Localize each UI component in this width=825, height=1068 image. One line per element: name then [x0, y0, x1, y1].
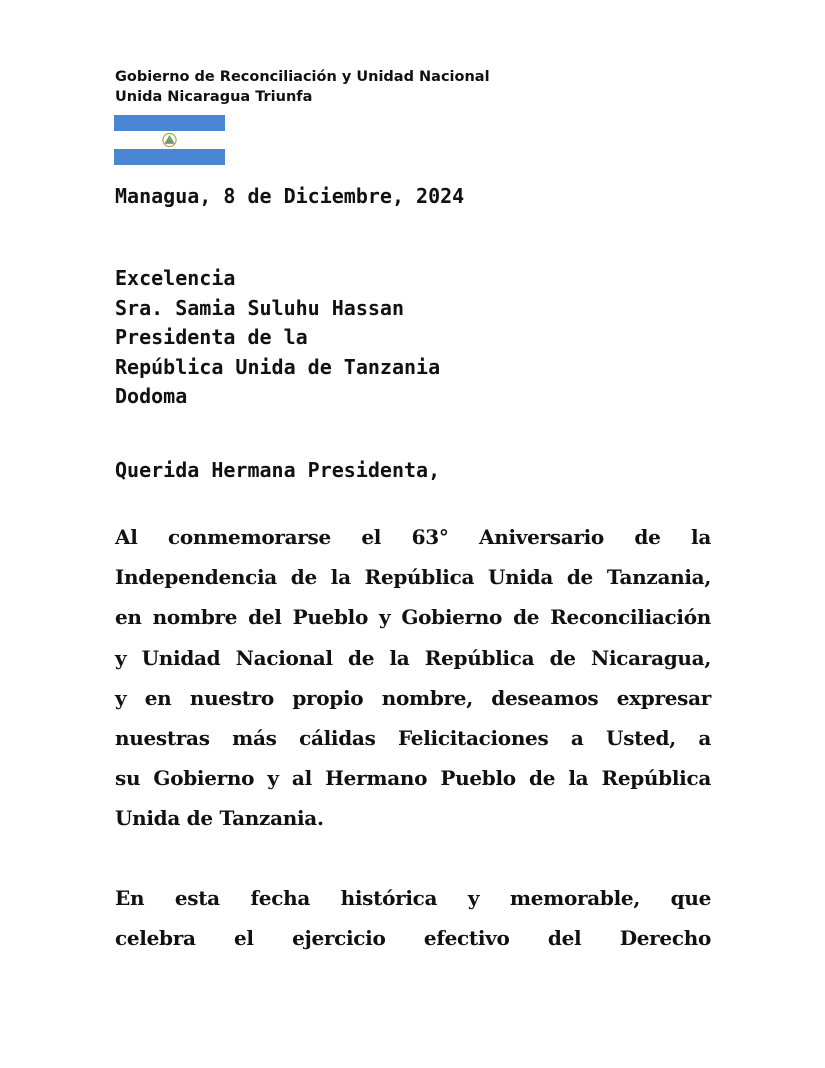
paragraph-line: Al conmemorarse el 63° Aniversario de la: [115, 525, 711, 549]
recipient-line: República Unida de Tanzania: [115, 355, 441, 379]
paragraph-line: celebra el ejercicio efectivo del Derecho: [115, 926, 711, 951]
salutation: Querida Hermana Presidenta,: [115, 458, 441, 482]
letter-date: Managua, 8 de Diciembre, 2024: [115, 184, 465, 208]
paragraph-line: nuestras más cálidas Felicitaciones a Usted, a: [115, 725, 711, 750]
paragraph-line: y en nuestro propio nombre, deseamos expresar: [115, 685, 711, 710]
recipient-line: Excelencia: [115, 266, 236, 290]
coat-of-arms-icon: [161, 132, 178, 148]
paragraph-line: Independencia de la República Unida de Tanzania,: [115, 565, 711, 590]
paragraph-line: su Gobierno y al Hermano Pueblo de la República: [115, 766, 711, 791]
body-paragraph: [115, 517, 711, 839]
body-paragraph: [115, 878, 711, 958]
government-name: Gobierno de Reconciliación y Unidad Nacional: [115, 69, 490, 85]
recipient-line: Dodoma: [115, 384, 188, 408]
flag-bottom-band: [114, 149, 225, 165]
recipient-line: Presidenta de la: [115, 325, 308, 349]
paragraph-line: En esta fecha histórica y memorable, que: [115, 886, 711, 910]
paragraph-line: y Unidad Nacional de la República de Nicaragua,: [115, 645, 711, 670]
paragraph-line: en nombre del Pueblo y Gobierno de Reconciliación: [115, 605, 711, 630]
paragraph-line: Unida de Tanzania.: [115, 806, 324, 831]
government-motto: Unida Nicaragua Triunfa: [115, 89, 313, 105]
nicaragua-flag: [114, 115, 225, 165]
flag-top-band: [114, 115, 225, 131]
recipient-line: Sra. Samia Suluhu Hassan: [115, 296, 404, 320]
